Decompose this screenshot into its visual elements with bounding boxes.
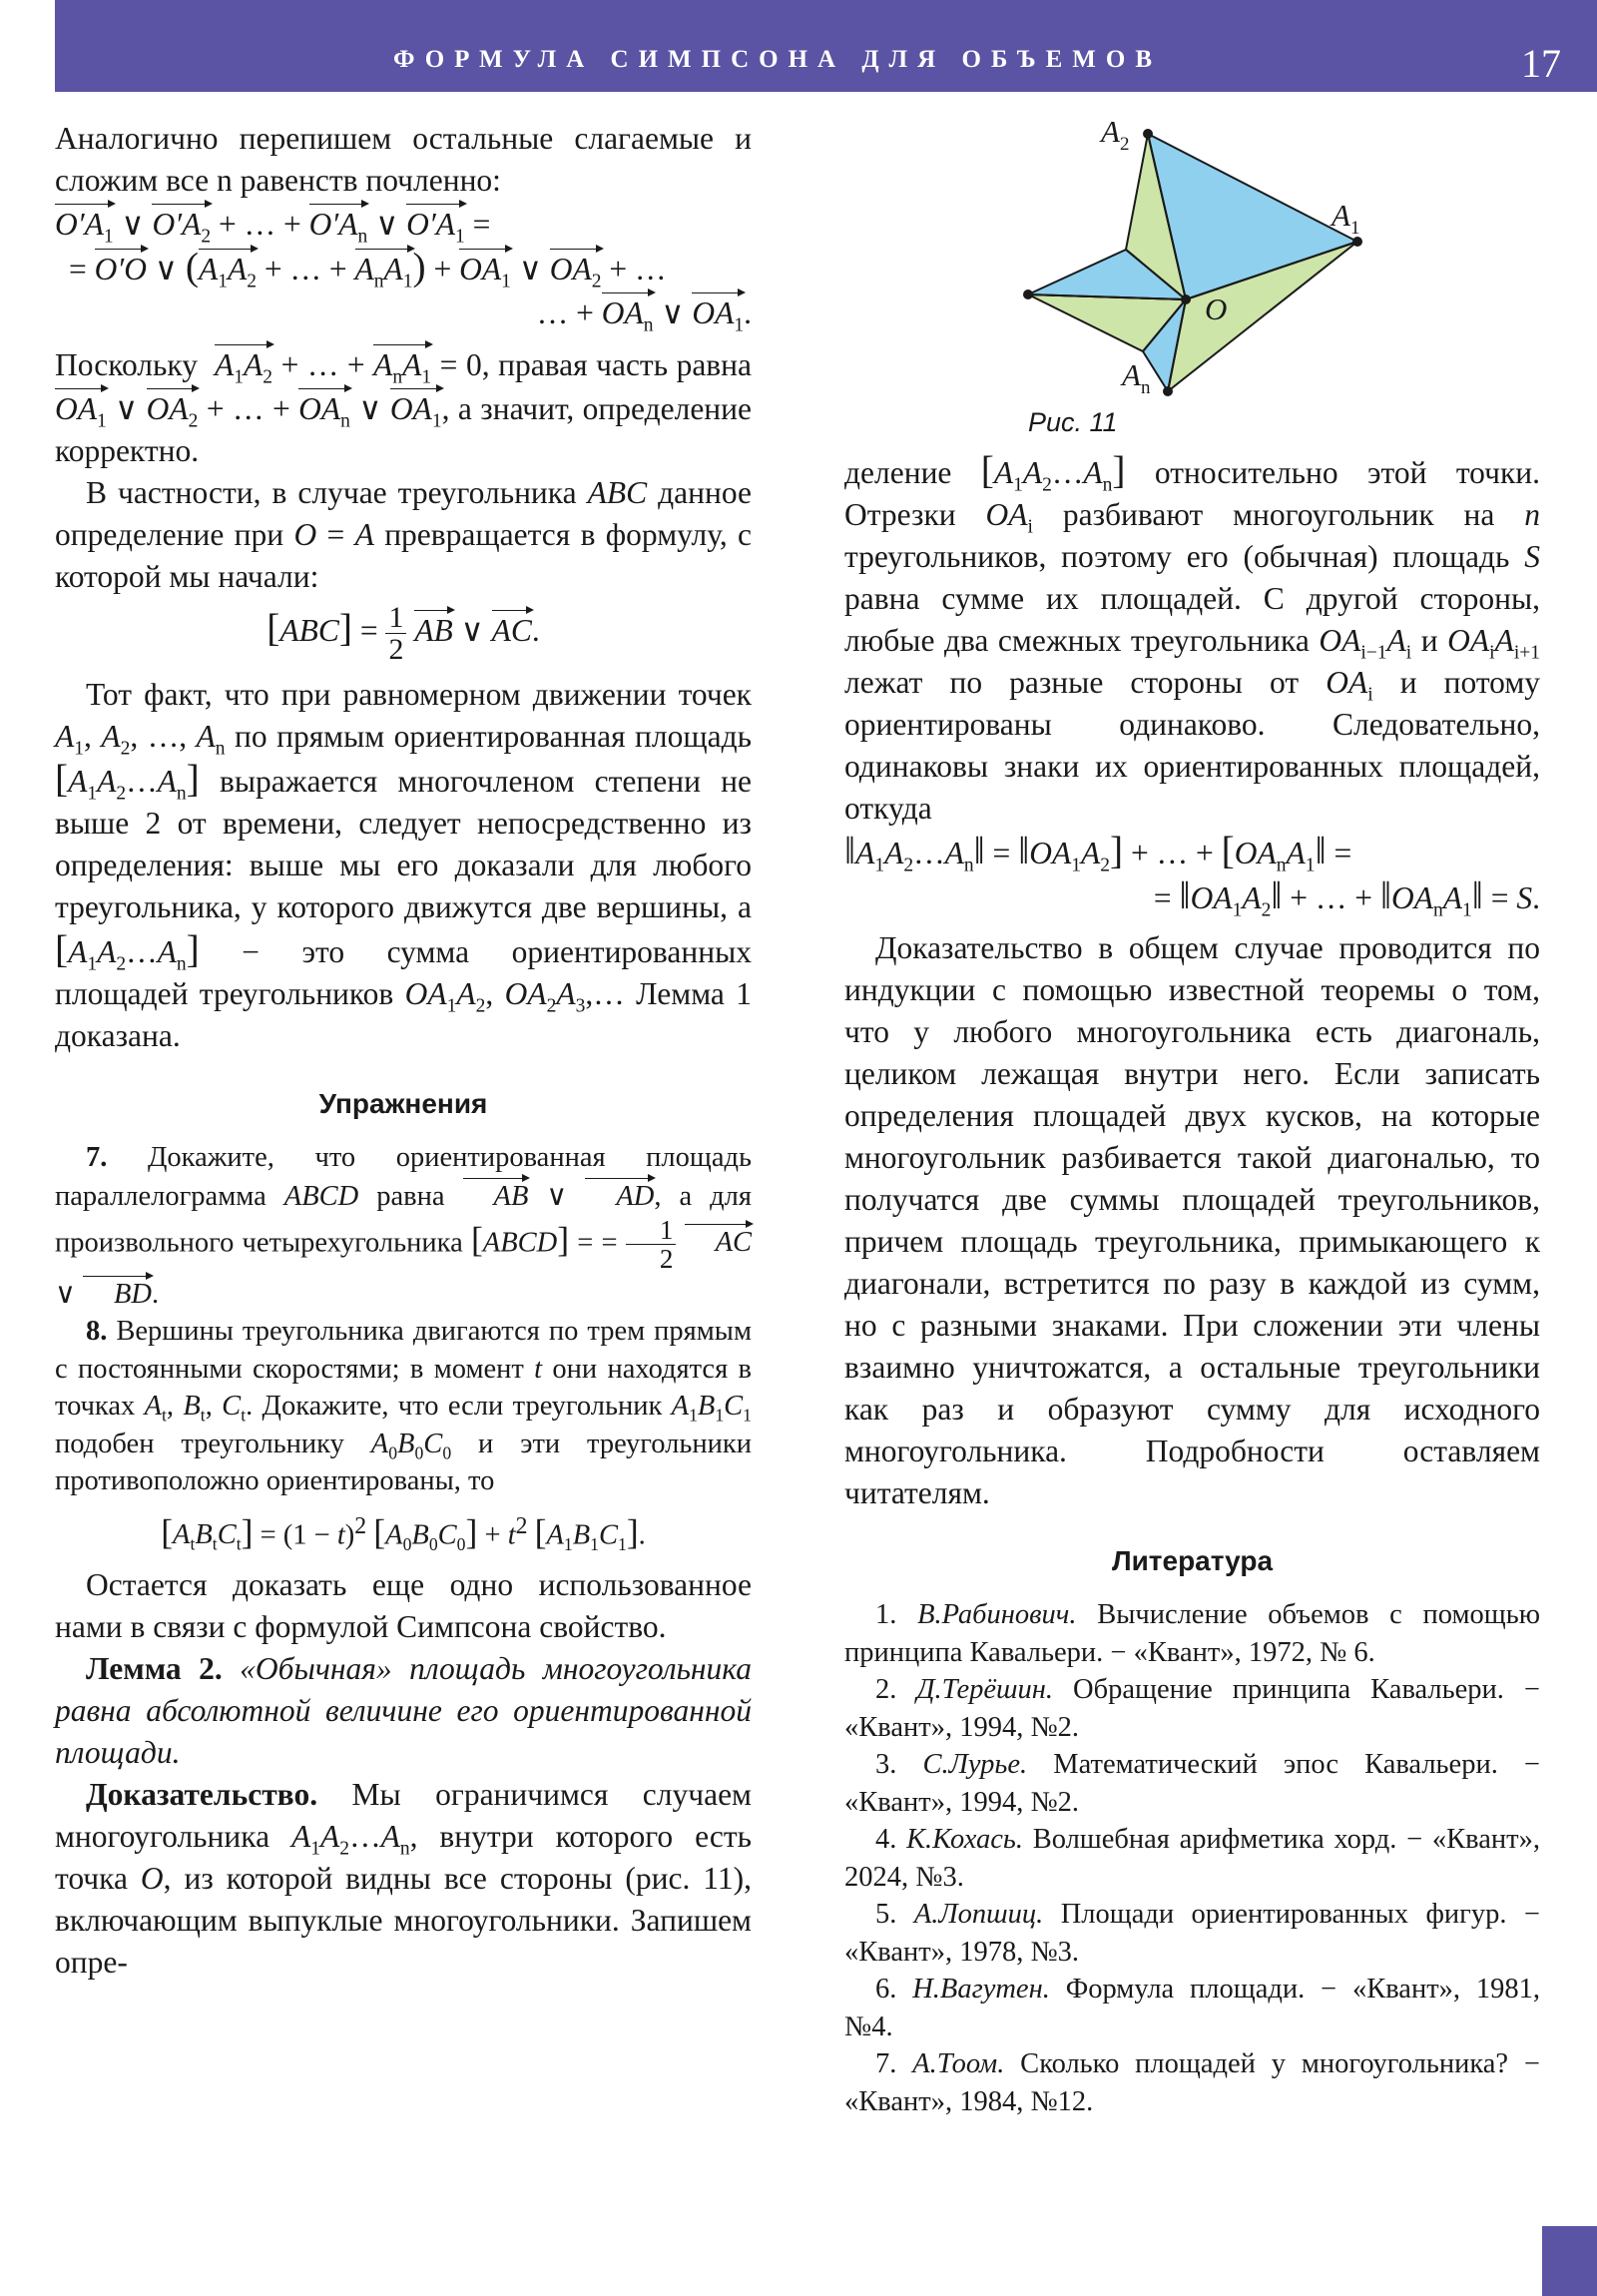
exercise-7: 7. Докажите, что ориентированная площадь параллелограмма ABCD равна AB ∨ AD, а для произвольного четырехугольника [ABCD] = = $\frac{1}{2}$ AC ∨ BD. — [55, 1141, 752, 1310]
reference-text: Обращение принципа Кавальери. − «Квант», 1994, №2. — [844, 1674, 1540, 1743]
reference-item — [844, 1746, 1540, 1821]
paragraph-sum-all: Аналогично перепишем остальные слагаемые и сложим все n равенств почленно: — [55, 121, 752, 198]
point-o — [1181, 294, 1191, 304]
equation-sum-line2: = O′O ∨ ($A_1A_2$ + … + $A_nA_1) + OA_1$ ∨ $OA_2$ + … — [69, 245, 667, 292]
reference-list — [844, 1596, 1540, 2120]
equation-sum-line3: … + $OA_n$ ∨ $OA_1$. — [55, 290, 752, 334]
reference-text: Формула площади. − «Квант», 1981, №4. — [844, 1974, 1540, 2042]
reference-item — [844, 1971, 1540, 2045]
reference-author: А.Лопшиц. — [913, 1899, 1044, 1930]
exercises-heading: Упражнения — [318, 1087, 488, 1119]
exercises-block — [55, 1139, 752, 1554]
reference-number: 4. — [875, 1824, 897, 1855]
vertex-a2 — [1143, 129, 1153, 139]
header-title: ФОРМУЛА СИМПСОНА ДЛЯ ОБЪЕМОВ — [392, 46, 1163, 73]
page-number: 17 — [1521, 41, 1561, 86]
equation-sum-line1: $O'A_1$ ∨ $O'A_2$ + … + $O'A_n$ ∨ $O'A_1$ = — [55, 202, 752, 246]
equation-exercise-8: $[A_tB_tC_t] = (1 - t)^2$ $[A_0B_0C_0] + t^2$ $[A_1B_1C_1]$. — [161, 1511, 646, 1554]
exercise-8: 8. Вершины треугольника двигаются по трем прямым с постоянными скоростями; в момент t они находятся в точках $A_t$, $B_t$, $C_t$. Докажите, что если треугольник $A_1B_1C_1$ подобен треугольнику $A_0B_0C_0$ и эти треугольники противоположно ориентированы, то — [55, 1316, 752, 1497]
reference-number: 6. — [875, 1974, 897, 2005]
equation-abs-area-1: $‖A_1A_2\dots A_n‖$ = $‖OA_1A_2$] + … + [$OA_nA_1‖$ = — [844, 829, 1352, 876]
vertex-left — [1023, 289, 1033, 299]
reference-number: 3. — [875, 1749, 897, 1780]
reference-item — [844, 1596, 1540, 1671]
lemma-2: Лемма 2. «Обычная» площадь многоугольника равна абсолютной величине его ориентированной площади. — [55, 1650, 752, 1770]
right-column — [844, 449, 1540, 2120]
paragraph-triangle-case: В частности, в случае треугольника ABC данное определение при O = A превращается в формулу, с которой мы начали: — [55, 475, 752, 594]
reference-text: Площади ориентированных фигур. − «Квант», 1978, №3. — [844, 1899, 1540, 1968]
label-an: $A_n$ — [1122, 357, 1151, 398]
paragraph-since: Поскольку $A_1A_2$ + … + $A_nA_1 = 0$, правая часть равна $OA_1$ ∨ $OA_2$ + … + $OA_n$ ∨ $OA_1$, а значит, определение корректно. — [55, 342, 752, 472]
reference-item — [844, 1821, 1540, 1896]
reference-number: 2. — [875, 1674, 897, 1705]
label-a1: $A_1$ — [1331, 198, 1360, 239]
reference-number: 5. — [875, 1899, 897, 1930]
running-header — [55, 0, 1597, 92]
literature-heading: Литература — [1111, 1545, 1274, 1576]
reference-text: Сколько площадей у многоугольника? − «Квант», 1984, №12. — [844, 2048, 1541, 2117]
proof-paragraph: Доказательство. Мы ограничимся случаем многоугольника $A_1A_2\dots A_n$, внутри которого есть точка O, из которой видны все стороны (рис. 11), включающим выпуклые многоугольники. Запишем опре- — [55, 1776, 752, 1980]
reference-item — [844, 2045, 1540, 2120]
reference-author: К.Кохась. — [906, 1824, 1023, 1855]
figure-caption: Рис. 11 — [1028, 407, 1118, 437]
reference-text: Волшебная арифметика хорд. − «Квант», 2024, №3. — [844, 1824, 1540, 1893]
reference-number: 7. — [875, 2048, 897, 2079]
figure-polygon — [998, 112, 1397, 441]
reference-author: Н.Вагутен. — [912, 1974, 1050, 2005]
reference-text: Вычисление объемов с помощью принципа Кавальери. − «Квант», 1972, № 6. — [844, 1599, 1541, 1668]
reference-number: 1. — [875, 1599, 897, 1630]
reference-item — [844, 1896, 1540, 1971]
paragraph-definition-relative: деление $[A_1A_2\dots A_n]$ относительно этой точки. Отрезки $OA_i$ разбивают многоугольник на n треугольников, поэтому его (обычная) площадь S равна сумме их площадей. С другой стороны, любые два смежных треугольника $OA_{i-1}A_i$ и $OA_iA_{i+1}$ лежат по разные стороны от $OA_i$ и потому ориентированы одинаково. Следовательно, одинаковы знаки их ориентированных площадей, откуда — [844, 448, 1540, 826]
corner-decoration — [1542, 2226, 1597, 2296]
paragraph-general-case: Доказательство в общем случае проводится по индукции с помощью известной теоремы о том, что у любого многоугольника есть диагональ, целиком лежащая внутри него. Если записать определения площадей двух кусков, на которые многоугольник разбивается такой диагональю, то получатся две суммы площадей треугольников, причем площадь треугольника, примыкающего к диагонали, встретится по разу в каждой из сумм, но с разными знаками. При сложении эти члены взаимно уничтожатся, а остальные треугольники как раз и образуют сумму для исходного многоугольника. Подробности оставляем читателям. — [844, 930, 1540, 1510]
left-column — [55, 118, 752, 1984]
paragraph-remains: Остается доказать еще одно использованное нами в связи с формулой Симпсона свойство. — [55, 1566, 752, 1644]
label-a2: $A_2$ — [1101, 114, 1130, 155]
reference-author: Д.Терёшин. — [916, 1674, 1054, 1705]
reference-author: С.Лурье. — [922, 1749, 1028, 1780]
reference-text: Математический эпос Кавальери. − «Квант», 1994, №2. — [844, 1749, 1540, 1818]
paragraph-uniform-motion: Тот факт, что при равномерном движении точек $A_1$, $A_2$, …, $A_n$ по прямым ориентированная площадь $[A_1A_2\dots A_n]$ выражается многочленом степени не выше 2 от времени, следует непосредственно из определения: выше мы его доказали для любого треугольника, у которого движутся две вершины, а $[A_1A_2\dots A_n]$ − это сумма ориентированных площадей треугольников $OA_1A_2$, $OA_2A_3,\dots$ Лемма 1 доказана. — [55, 676, 753, 1053]
reference-author: В.Рабинович. — [917, 1599, 1077, 1630]
reference-author: А.Тоом. — [912, 2048, 1005, 2079]
equation-triangle-area: [ABC] = $\frac{1}{2}$ AB ∨ AC. — [266, 601, 540, 667]
label-o: O — [1205, 291, 1228, 326]
vertex-an — [1163, 386, 1173, 396]
reference-item — [844, 1671, 1540, 1746]
equation-abs-area-2: = $‖OA_1A_2‖$ + … + $‖OA_nA_1‖ = S$. — [1153, 873, 1540, 921]
